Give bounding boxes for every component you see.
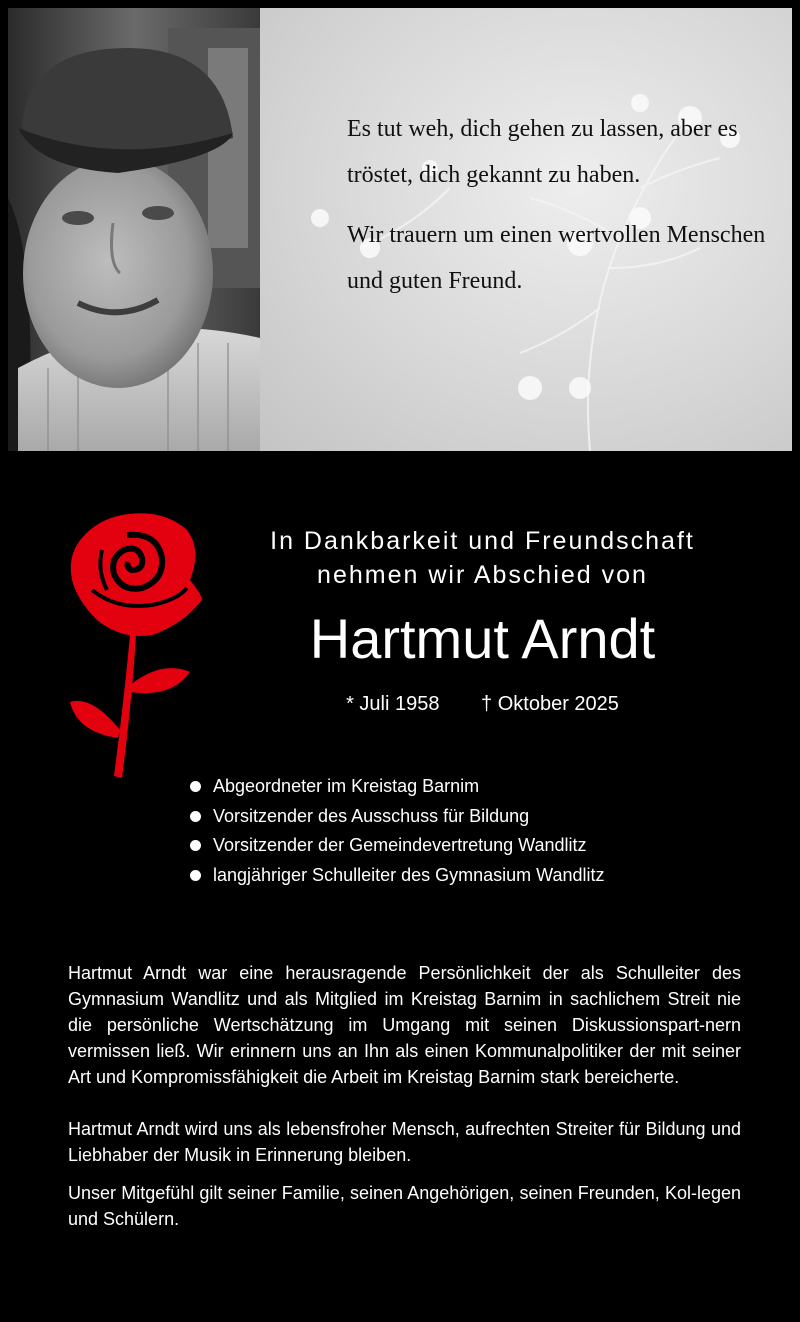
bullet-icon xyxy=(190,840,201,851)
quote-line-2: Wir trauern um einen wertvollen Menschen und guten Freund. xyxy=(347,222,766,294)
intro-line-1: In Dankbarkeit und Freundschaft xyxy=(270,527,695,555)
tribute-paragraph: Hartmut Arndt wird uns als lebensfroher Mensch, aufrechten Streiter für Bildung und Liebhaber der Musik in Erinnerung bleiben. xyxy=(68,1119,741,1165)
life-dates xyxy=(230,690,735,718)
list-item xyxy=(188,802,605,832)
role-label: Vorsitzender der Gemeindevertretung Wandlitz xyxy=(213,835,587,855)
tribute-text xyxy=(68,960,741,1232)
tribute-paragraph: Hartmut Arndt war eine herausragende Persönlichkeit der als Schulleiter des Gymnasium Wandlitz und als Mitglied im Kreistag Barnim in sachlichem Streit nie die persönliche Wertschätzung im Umgang mit seinen Diskussionspart-nern vermissen ließ. Wir erinnern uns an Ihn als einen Kommunalpolitiker der mit seiner Art und Kompromissfähigkeit die Arbeit im Kreistag Barnim stark bereicherte. xyxy=(68,963,741,1087)
tribute-paragraph: Unser Mitgefühl gilt seiner Familie, seinen Angehörigen, seinen Freunden, Kol-legen und Schülern. xyxy=(68,1183,741,1229)
header-panel xyxy=(8,8,792,451)
roles-list xyxy=(188,772,605,890)
memorial-quote xyxy=(347,106,767,318)
red-rose-icon xyxy=(62,510,212,785)
bullet-icon xyxy=(190,870,201,881)
role-label: Abgeordneter im Kreistag Barnim xyxy=(213,776,480,796)
role-label: Vorsitzender des Ausschuss für Bildung xyxy=(213,805,530,826)
quote-line-1: Es tut weh, dich gehen zu lassen, aber es tröstet, dich gekannt zu haben. xyxy=(347,116,738,188)
death-date: † Oktober 2025 xyxy=(481,693,619,715)
intro-text xyxy=(230,524,735,592)
list-item xyxy=(188,772,605,802)
portrait-photo xyxy=(8,8,260,451)
quote-panel xyxy=(260,8,792,451)
list-item xyxy=(188,861,605,891)
bullet-icon xyxy=(190,811,201,822)
list-item xyxy=(188,831,605,861)
intro-line-2: nehmen wir Abschied von xyxy=(317,561,648,589)
bullet-icon xyxy=(190,781,201,792)
deceased-name: Hartmut Arndt xyxy=(309,607,656,670)
birth-date: * Juli 1958 xyxy=(346,693,440,715)
role-label: langjähriger Schulleiter des Gymnasium Wandlitz xyxy=(213,864,605,885)
